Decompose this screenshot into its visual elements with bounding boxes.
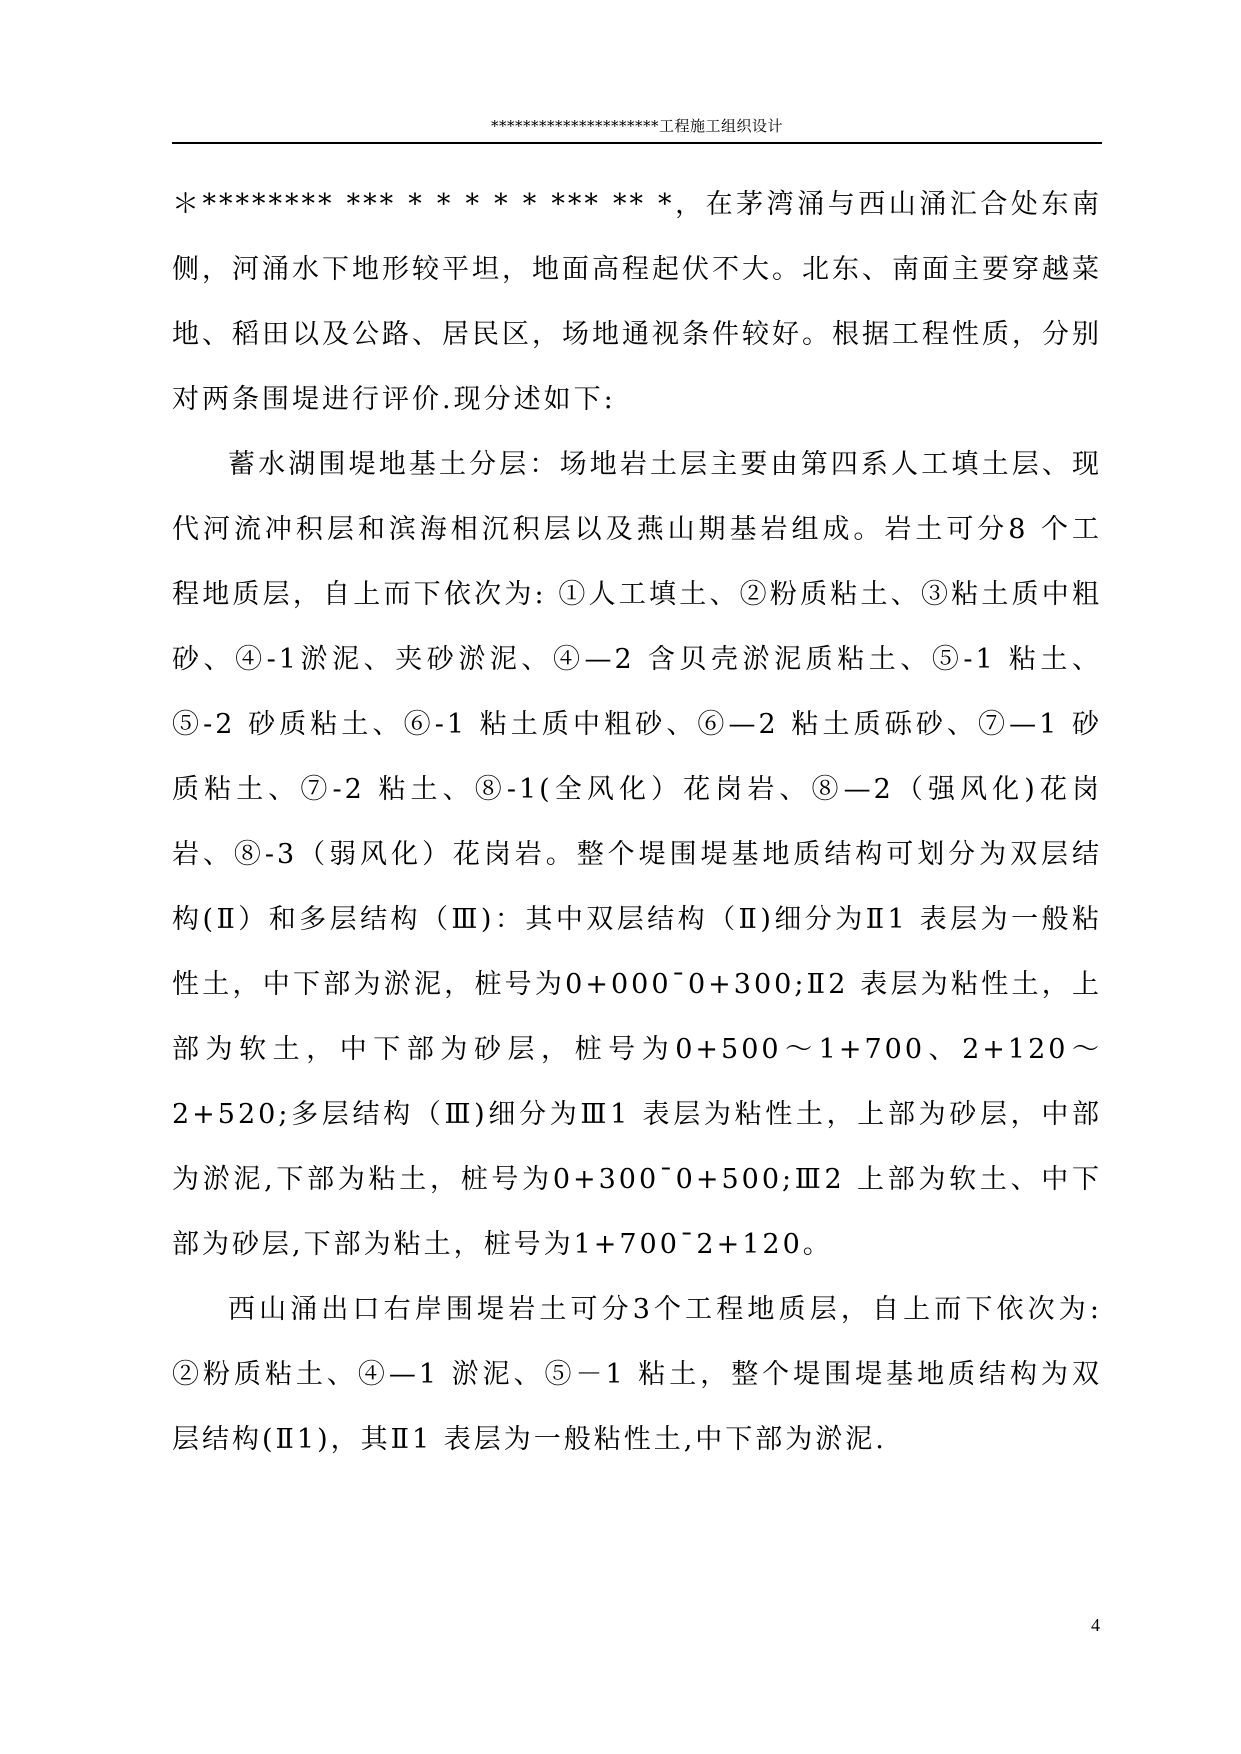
- paragraph-reservoir-levee-strata: 蓄水湖围堤地基土分层：场地岩土层主要由第四系人工填土层、现代河流冲积层和滨海相沉积层以及燕山期基岩组成。岩土可分8 个工程地质层，自上而下依次为: ①人工填土、②粉质粘土、③粘土质中粗砂、④-1淤泥、夹砂淤泥、④—2 含贝壳淤泥质粘土、⑤-1 粘土、⑤-2 砂质粘土、⑥-1 粘土质中粗砂、⑥—2 粘土质砾砂、⑦—1 砂质粘土、⑦-2 粘土、⑧-1(全风化）花岗岩、⑧—2（强风化)花岗岩、⑧-3（弱风化）花岗岩。整个堤围堤基地质结构可划分为双层结构(Ⅱ）和多层结构（Ⅲ)：其中双层结构（Ⅱ)细分为Ⅱ1 表层为一般粘性土，中下部为淤泥，桩号为0+000¯0+300;Ⅱ2 表层为粘性土，上部为软土，中下部为砂层，桩号为0+500～1+700、2+120～2+520;多层结构（Ⅲ)细分为Ⅲ1 表层为粘性土，上部为砂层，中部为淤泥,下部为粘土，桩号为0+300¯0+500;Ⅲ2 上部为软土、中下部为砂层,下部为粘土，桩号为1+700¯2+120。: [172, 449, 1102, 1260]
- page-header: [172, 112, 1102, 144]
- paragraph-site-overview: ＊******** *** * * * * * *** ** *，在茅湾涌与西山涌汇合处东南侧，河涌水下地形较平坦，地面高程起伏不大。北东、南面主要穿越菜地、稻田以及公路、居民区，场地通视条件较好。根据工程性质，分别对两条围堤进行评价.现分述如下:: [172, 189, 1102, 415]
- header-title: *********************工程施工组织设计: [490, 117, 783, 135]
- paragraph-xishan-outlet-levee: 西山涌出口右岸围堤岩土可分3个工程地质层，自上而下依次为: ②粉质粘土、④—1 淤泥、⑤－1 粘土，整个堤围堤基地质结构为双层结构(Ⅱ1)，其Ⅱ1 表层为一般粘性土,中下部为淤泥.: [172, 1294, 1102, 1455]
- body-text: [172, 172, 1102, 1472]
- page-number: 4: [1091, 1615, 1100, 1635]
